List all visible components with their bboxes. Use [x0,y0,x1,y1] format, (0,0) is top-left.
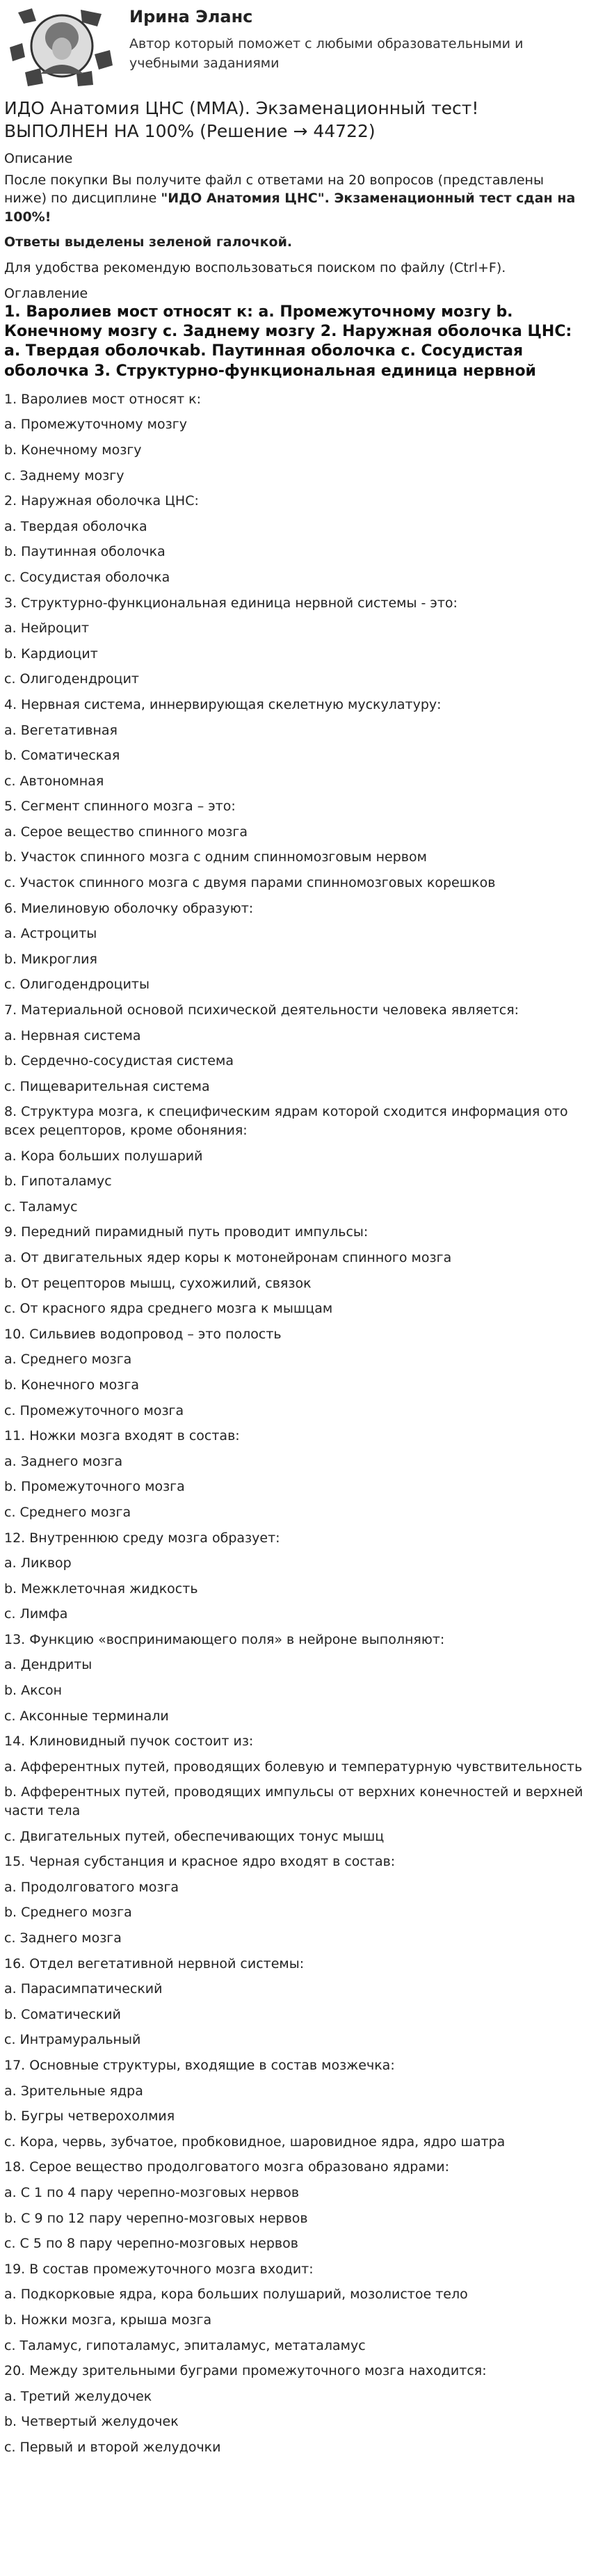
question-15-option-a: a. Продолговатого мозга [4,1879,179,1895]
question-9-option-c: c. От красного ядра среднего мозга к мышцам [4,1301,333,1317]
question-8-option-a: a. Кора больших полушарий [4,1148,203,1164]
description-text-bold: "ИДО Анатомия ЦНС". Экзаменационный тест сдан на 100%! [4,191,576,225]
toc-link[interactable]: 1. Варолиев мост относят к: a. Промежуточному мозгу b. Конечному мозгу c. Заднему мозгу 2. Наружная оболочка ЦНС: a. Твердая оболочкаb. Паутинная оболочка c. Сосудистая оболочка 3. Структурно-функциональная единица нервной [4,303,572,380]
author-description: Автор который поможет с любыми образовательными и учебными заданиями [129,35,524,72]
question-12-option-b: b. Межклеточная жидкость [4,1581,198,1597]
question-9: 9. Передний пирамидный путь проводит импульсы: [4,1224,369,1240]
question-13-option-b: b. Аксон [4,1683,63,1699]
question-2-option-b: b. Паутинная оболочка [4,544,166,560]
question-4: 4. Нервная система, иннервирующая скелетную мускулатуру: [4,696,442,712]
question-5-option-a: a. Серое вещество спинного мозга [4,824,248,840]
question-5-option-c: c. Участок спинного мозга с двумя парами спинномозговых корешков [4,875,496,891]
question-19: 19. В состав промежуточного мозга входит: [4,2261,314,2277]
question-14: 14. Клиновидный пучок состоит из: [4,1734,254,1750]
question-14-option-a: a. Афферентных путей, проводящих болевую и температурную чувствительность [4,1759,583,1775]
question-10-option-a: a. Среднего мозга [4,1352,132,1368]
question-20-option-c: c. Первый и второй желудочки [4,2439,221,2455]
question-11-option-b: b. Промежуточного мозга [4,1479,185,1495]
question-18-option-b: b. С 9 по 12 пару черепно-мозговых нервов [4,2210,308,2226]
question-10: 10. Сильвиев водопровод – это полость [4,1326,282,1342]
question-6: 6. Миелиновую оболочку образуют: [4,900,254,916]
question-16-option-c: c. Интрамуральный [4,2032,141,2048]
question-3-option-a: a. Нейроцит [4,621,90,637]
question-18-option-a: a. С 1 по 4 пару черепно-мозговых нервов [4,2184,300,2200]
question-5-option-b: b. Участок спинного мозга с одним спинномозговым нервом [4,849,427,865]
question-16-option-a: a. Парасимпатический [4,1981,163,1997]
question-13-option-c: c. Аксонные терминали [4,1708,169,1724]
question-1-option-c: c. Заднему мозгу [4,467,124,483]
toc-label: Оглавление [4,285,88,301]
question-4-option-b: b. Соматическая [4,748,120,764]
question-3: 3. Структурно-функциональная единица нервной системы - это: [4,595,458,611]
search-note: Для удобства рекомендую воспользоваться поиском по файлу (Ctrl+F). [4,259,506,275]
question-10-option-b: b. Конечного мозга [4,1377,139,1393]
question-20: 20. Между зрительными буграми промежуточного мозга находится: [4,2363,487,2379]
question-14-option-b: b. Афферентных путей, проводящих импульсы от верхних конечностей и верхней части тела [4,1784,583,1819]
question-12-option-a: a. Ликвор [4,1555,72,1571]
question-7-option-c: c. Пищеварительная система [4,1078,210,1094]
question-3-option-c: c. Олигодендроцит [4,671,139,687]
question-20-option-b: b. Четвертый желудочек [4,2414,179,2430]
question-12-option-c: c. Лимфа [4,1606,68,1622]
description-label: Описание [4,151,73,166]
question-7-option-a: a. Нервная система [4,1027,141,1043]
question-17-option-a: a. Зрительные ядра [4,2083,143,2099]
question-9-option-a: a. От двигательных ядер коры к мотонейронам спинного мозга [4,1249,452,1265]
question-7: 7. Материальной основой психической деятельности человека является: [4,1002,519,1018]
question-4-option-a: a. Вегетативная [4,722,118,738]
questions-list [4,387,585,2461]
question-12: 12. Внутреннюю среду мозга образует: [4,1530,280,1546]
question-10-option-c: c. Промежуточного мозга [4,1402,184,1418]
question-1: 1. Варолиев мост относят к: [4,391,202,407]
question-11-option-c: c. Среднего мозга [4,1504,131,1520]
question-13: 13. Функцию «воспринимающего поля» в нейроне выполняют: [4,1631,445,1647]
question-6-option-c: c. Олигодендроциты [4,977,150,993]
question-3-option-b: b. Кардиоцит [4,646,98,662]
question-15: 15. Черная субстанция и красное ядро входят в состав: [4,1854,396,1870]
question-8-option-b: b. Гипоталамус [4,1174,112,1190]
question-5: 5. Сегмент спинного мозга – это: [4,799,236,815]
question-13-option-a: a. Дендриты [4,1657,92,1673]
question-8-option-c: c. Таламус [4,1199,78,1215]
description-text-start: После покупки Вы получите файл с ответами на 20 вопросов (представлены ниже) по дисциплине [4,172,544,207]
question-14-option-c: c. Двигательных путей, обеспечивающих тонус мышц [4,1828,385,1844]
question-9-option-b: b. От рецепторов мышц, сухожилий, связок [4,1275,312,1291]
question-16-option-b: b. Соматический [4,2006,121,2022]
question-19-option-b: b. Ножки мозга, крыша мозга [4,2312,212,2328]
question-20-option-a: a. Третий желудочек [4,2388,152,2404]
question-6-option-b: b. Микроглия [4,951,97,967]
question-16: 16. Отдел вегетативной нервной системы: [4,1955,305,1971]
question-17-option-b: b. Бугры четверохолмия [4,2109,175,2125]
question-15-option-c: c. Заднего мозга [4,1930,122,1946]
question-6-option-a: a. Астроциты [4,926,97,942]
question-1-option-b: b. Конечному мозгу [4,442,142,458]
question-15-option-b: b. Среднего мозга [4,1905,132,1921]
question-17-option-c: c. Кора, червь, зубчатое, пробковидное, шаровидное ядра, ядро шатра [4,2134,506,2150]
question-19-option-a: a. Подкорковые ядра, кора больших полушарий, мозолистое тело [4,2287,468,2303]
question-1-option-a: a. Промежуточному мозгу [4,417,187,433]
answers-note: Ответы выделены зеленой галочкой. [4,234,293,250]
question-19-option-c: c. Таламус, гипоталамус, эпиталамус, метаталамус [4,2337,366,2353]
question-11-option-a: a. Заднего мозга [4,1453,123,1469]
author-card [4,0,585,93]
question-17: 17. Основные структуры, входящие в состав мозжечка: [4,2057,395,2073]
question-18: 18. Серое вещество продолговатого мозга образовано ядрами: [4,2159,450,2175]
question-2-option-a: a. Твердая оболочка [4,518,147,534]
author-name[interactable]: Ирина Эланс [129,7,253,26]
question-4-option-c: c. Автономная [4,773,104,789]
question-18-option-c: c. С 5 по 8 пару черепно-мозговых нервов [4,2236,298,2252]
description-text [4,171,585,227]
page-title: ИДО Анатомия ЦНС (ММА). Экзаменационный тест! ВЫПОЛНЕН НА 100% (Решение → 44722) [4,98,479,141]
question-2: 2. Наружная оболочка ЦНС: [4,493,199,509]
question-11: 11. Ножки мозга входят в состав: [4,1428,240,1444]
author-avatar[interactable] [4,6,120,88]
question-7-option-b: b. Сердечно-сосудистая система [4,1053,234,1069]
question-8: 8. Структура мозга, к специфическим ядрам которой сходится информация ото всех рецепторов, кроме обоняния: [4,1104,568,1138]
question-2-option-c: c. Сосудистая оболочка [4,569,170,585]
